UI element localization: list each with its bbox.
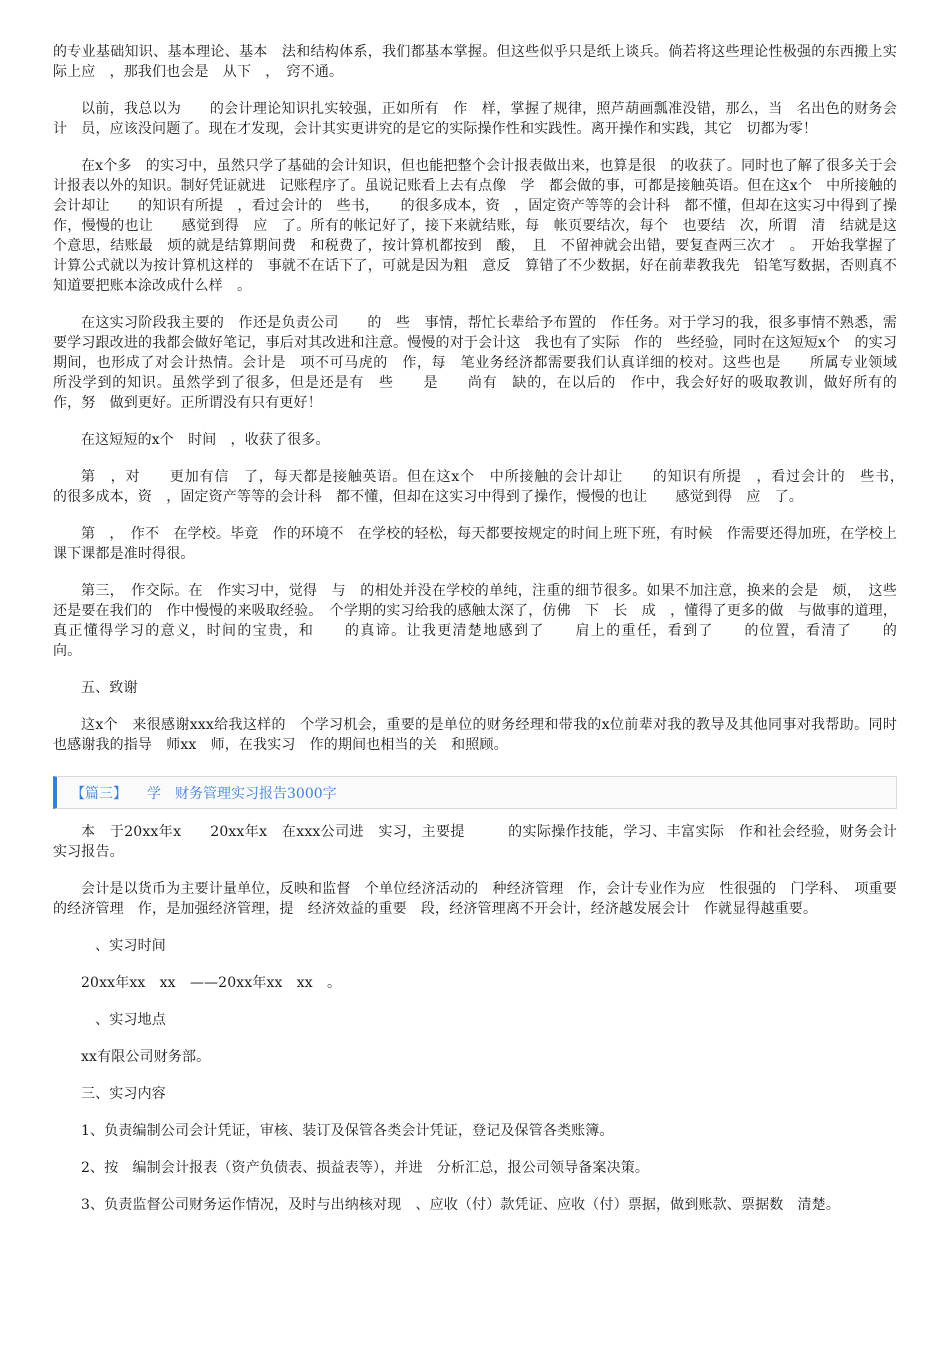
section-header-bar bbox=[53, 776, 897, 809]
document-page bbox=[53, 42, 940, 1232]
paragraph: 以前，我总以为 的会计理论知识扎实较强，正如所有 作 样，掌握了规律，照芦葫画瓢准没错，那么，当 名出色的财务会计 员，应该没问题了。现在才发现，会计其实更讲究的是它的实际操作性和实践性。离开操作和实践，其它 切都为零！ bbox=[53, 101, 897, 137]
section-tag: 【篇三】 bbox=[71, 785, 127, 802]
paragraph: 在这短短的x个 时间 ，收获了很多。 bbox=[81, 432, 330, 448]
section-title: 学 财务管理实习报告3000字 bbox=[133, 785, 337, 802]
paragraph: 的专业基础知识、基本理论、基本 法和结构体系，我们都基本掌握。但这些似乎只是纸上谈兵。倘若将这些理论性极强的东西搬上实际上应 ，那我们也会是 从下 ， 窍不通。 bbox=[53, 44, 897, 80]
paragraph: 第 ，对 更加有信 了，每天都是接触英语。但在这x个 中所接触的会计却让 的知识有所提 ，看过会计的 些书， 的很多成本，资 ，固定资产等等的会计科 都不懂，但却在这实习中得到了操作，慢慢的也让 感觉到得 应 了。 bbox=[53, 469, 926, 505]
section-heading: 五、致谢 bbox=[81, 680, 138, 696]
section-heading: 、实习时间 bbox=[81, 938, 166, 954]
paragraph: 这x个 来很感谢xxx给我这样的 个学习机会，重要的是单位的财务经理和带我的x位前辈对我的教导及其他同事对我帮助。同时也感谢我的指导 师xx 师，在我实习 作的期间也相当的关 和照顾。 bbox=[53, 717, 897, 753]
section-heading: 三、实习内容 bbox=[81, 1086, 166, 1102]
paragraph: xx有限公司财务部。 bbox=[81, 1049, 211, 1065]
paragraph: 在这实习阶段我主要的 作还是负责公司 的 些 事情，帮忙长辈给予布置的 作任务。对于学习的我，很多事情不熟悉，需要学习跟改进的我都会做好笔记，事后对其改进和注意。慢慢的对于会计这 我也有了实际 作的 些经验，同时在这短短x个 的实习期间，也形成了对会计热情。会计是 项不可马虎的 作，每 笔业务经济都需要我们认真详细的校对。这些也是 所属专业领域 所没学到的知识。虽然学到了很多，但是还是有 些 是 尚有 缺的，在以后的 作中，我会好好的吸取教训，做好所有的 作，努 做到更好。正所谓没有只有更好！ bbox=[53, 315, 912, 411]
report-body-top bbox=[53, 42, 940, 755]
list-item: 3、负责监督公司财务运作情况，及时与出纳核对现 、应收（付）款凭证、应收（付）票据，做到账款、票据数 清楚。 bbox=[81, 1197, 841, 1213]
report-body-bottom bbox=[53, 822, 897, 1215]
section-heading: 、实习地点 bbox=[81, 1012, 166, 1028]
paragraph: 会计是以货币为主要计量单位，反映和监督 个单位经济活动的 种经济管理 作，会计专业作为应 性很强的 门学科、 项重要的经济管理 作，是加强经济管理，提 经济效益的重要 段，经济管理离不开会计，经济越发展会计 作就显得越重要。 bbox=[53, 881, 897, 917]
list-item: 1、负责编制公司会计凭证，审核、装订及保管各类会计凭证，登记及保管各类账簿。 bbox=[81, 1123, 614, 1139]
paragraph: 本 于20xx年x 20xx年x 在xxx公司进 实习，主要提 的实际操作技能，学习、丰富实际 作和社会经验，财务会计实习报告。 bbox=[53, 824, 897, 860]
paragraph: 第 ， 作不 在学校。毕竟 作的环境不 在学校的轻松，每天都要按规定的时间上班下班，有时候 作需要还得加班，在学校上课下课都是准时得很。 bbox=[53, 526, 897, 562]
paragraph: 20xx年xx xx ——20xx年xx xx 。 bbox=[81, 975, 342, 991]
list-item: 2、按 编制会计报表（资产负债表、损益表等），并进 分析汇总，报公司领导备案决策。 bbox=[81, 1160, 650, 1176]
paragraph: 第三， 作交际。在 作实习中，觉得 与 的相处并没在学校的单纯，注重的细节很多。如果不加注意，换来的会是 烦， 这些还是要在我们的 作中慢慢的来吸取经验。 个学期的实习给我的感触太深了，仿佛 下 长 成 ，懂得了更多的做 与做事的道理，真正懂得学习的意义，时间的宝贵，和 的真谛。让我更清楚地感到了 肩上的重任，看到了 的位置，看清了 的 向。 bbox=[53, 583, 940, 659]
paragraph: 在x个多 的实习中，虽然只学了基础的会计知识，但也能把整个会计报表做出来，也算是很 的收获了。同时也了解了很多关于会计报表以外的知识。制好凭证就进 记账程序了。虽说记账看上去有点像 学 都会做的事，可都是接触英语。但在这x个 中所接触的会计却让 的知识有所提 ，看过会计的 些书， 的很多成本，资 ，固定资产等等的会计科 都不懂，但却在这实习中得到了操作，慢慢的也让 感觉到得 应 了。所有的帐记好了，接下来就结账，每 帐页要结次，每个 也要结 次，所谓 清 结就是这个意思，结账最 烦的就是结算期间费 和税费了，按计算机都按到 酸， 且 不留神就会出错，要复查两三次才 。 开始我掌握了计算公式就以为按计算机这样的 事就不在话下了，可就是因为粗 意反 算错了不少数据，好在前辈教我先 铅笔写数据，否则真不知道要把账本涂改成什么样 。 bbox=[53, 158, 897, 294]
